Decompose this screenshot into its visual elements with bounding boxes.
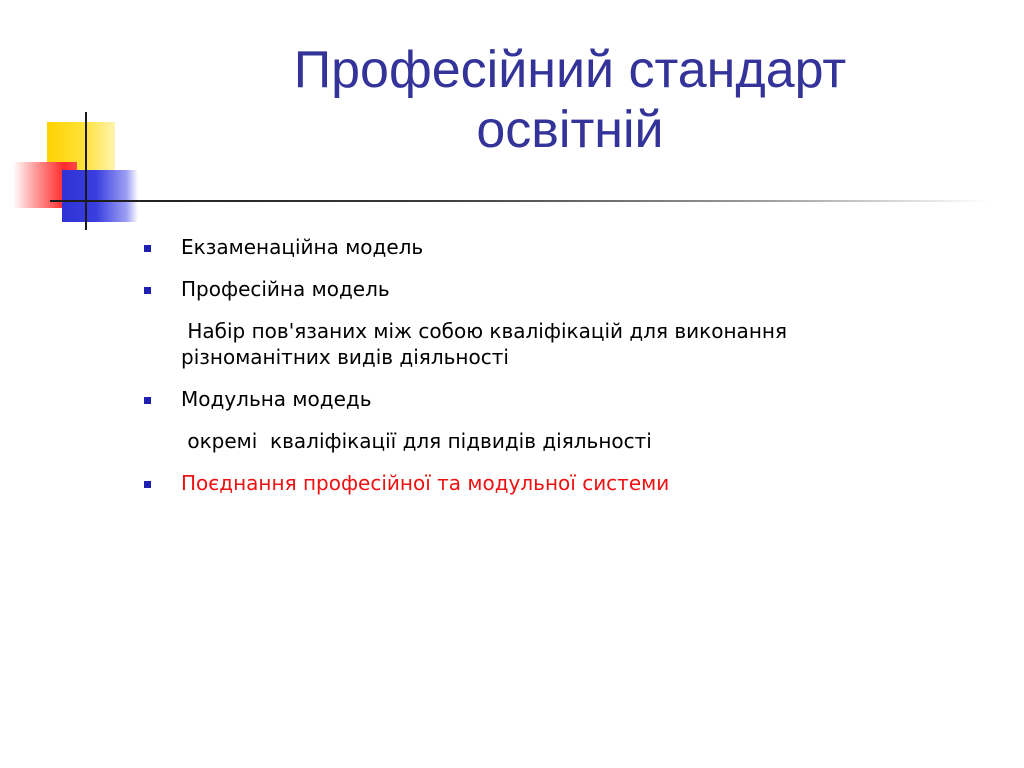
bullet-icon (144, 481, 151, 488)
title-line-1: Професійний стандарт (293, 41, 847, 99)
list-subitem (140, 318, 980, 370)
bullet-icon (144, 287, 151, 294)
title-underline (50, 200, 990, 202)
list-subitem-text: окремі кваліфікації для підвидів діяльності (181, 429, 652, 453)
bullet-list (140, 232, 980, 496)
list-item-text: Екзаменаційна модель (181, 235, 424, 259)
slide-title (180, 40, 960, 160)
list-item (140, 470, 980, 496)
list-subitem-text: Набір пов'язаних між собою кваліфікацій для виконання різноманітних видів діяльності (181, 319, 794, 369)
vertical-rule (85, 112, 87, 230)
list-item (140, 386, 980, 412)
list-item-text: Модульна модедь (181, 387, 372, 411)
list-subitem (140, 428, 980, 454)
bullet-icon (144, 245, 151, 252)
bullet-icon (144, 397, 151, 404)
list-item-text: Професійна модель (181, 277, 390, 301)
blue-square (62, 170, 138, 222)
title-line-2: освітній (476, 101, 664, 159)
list-item-text-highlight: Поєднання професійної та модульної системи (181, 471, 670, 495)
decorative-squares (0, 0, 160, 240)
list-item (140, 234, 980, 260)
list-item (140, 276, 980, 302)
